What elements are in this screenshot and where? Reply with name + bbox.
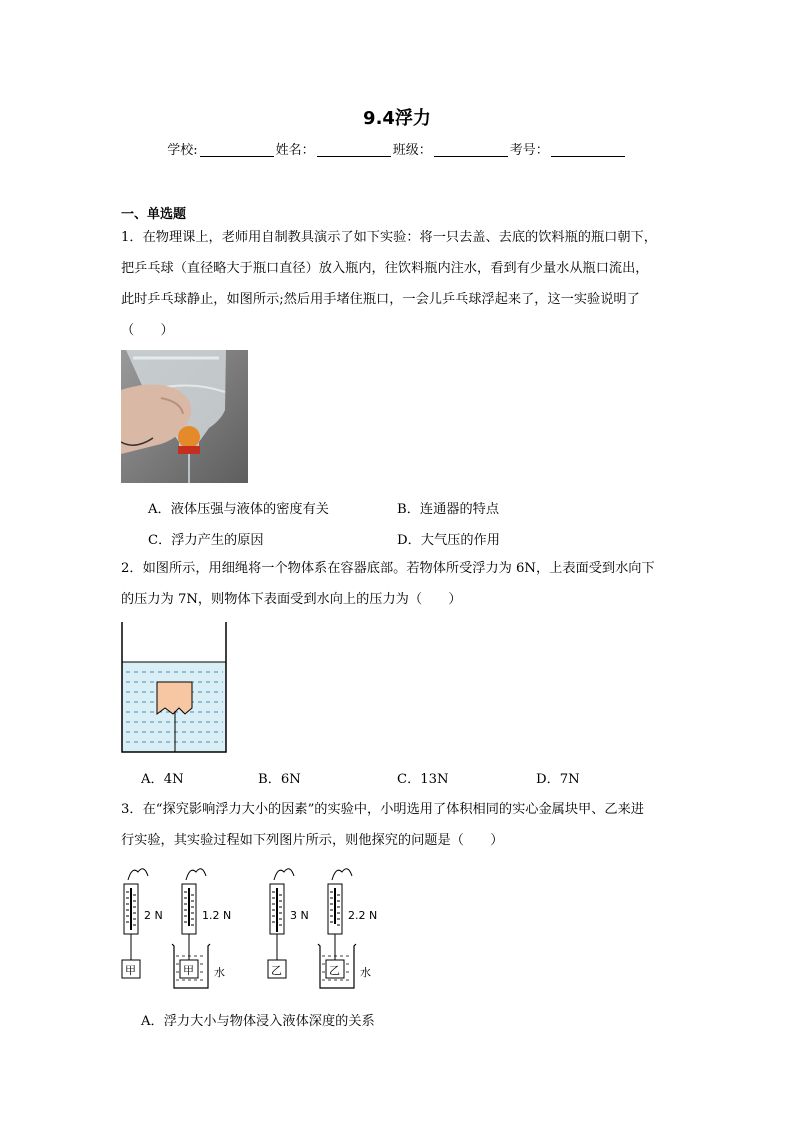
student-info-line xyxy=(0,139,794,158)
q1-option-b[interactable]: B．连通器的特点 xyxy=(397,502,500,517)
liquid-label: 水 xyxy=(214,966,225,979)
spring-scale-experiment-figure xyxy=(112,862,382,994)
q2-option-b[interactable]: B．6N xyxy=(258,772,301,787)
question-2-line: 的压力为 7N，则物体下表面受到水向上的压力为（ ） xyxy=(121,592,462,607)
submerged-block-diagram xyxy=(121,622,231,754)
spring-scale-icon xyxy=(122,869,148,978)
question-3-line: 行实验，其实验过程如下列图片所示，则他探究的问题是（ ） xyxy=(121,833,504,848)
question-3-line: 3．在“探究影响浮力大小的因素”的实验中，小明选用了体积相同的实心金属块甲、乙来进 xyxy=(121,802,644,817)
bottle-experiment-photo xyxy=(121,350,248,483)
q1-option-c[interactable]: C．浮力产生的原因 xyxy=(148,533,264,548)
exam-number-label: 考号： xyxy=(509,143,549,158)
question-1-line: 1．在物理课上，老师用自制教具演示了如下实验：将一只去盖、去底的饮料瓶的瓶口朝下， xyxy=(121,230,657,245)
section-heading: 一、单选题 xyxy=(121,207,187,222)
class-blank[interactable] xyxy=(434,142,508,157)
school-blank[interactable] xyxy=(200,142,274,157)
q2-option-c[interactable]: C．13N xyxy=(397,772,449,787)
question-1-line: 此时乒乓球静止，如图所示;然后用手堵住瓶口，一会儿乒乓球浮起来了，这一实验说明了 xyxy=(121,292,640,307)
question-1 xyxy=(121,222,676,346)
spring-scale-icon xyxy=(268,869,294,978)
question-2 xyxy=(121,553,676,615)
q2-option-a[interactable]: A．4N xyxy=(141,772,184,787)
reading-label: 2.2 N xyxy=(348,909,378,922)
question-1-line: （ ） xyxy=(121,323,174,338)
name-label: 姓名： xyxy=(275,143,315,158)
page-title: 9.4浮力 xyxy=(363,108,431,129)
class-label: 班级： xyxy=(392,143,432,158)
reading-label: 3 N xyxy=(290,909,309,922)
q3-option-a[interactable]: A．浮力大小与物体浸入液体深度的关系 xyxy=(141,1014,375,1029)
q1-option-a[interactable]: A．液体压强与液体的密度有关 xyxy=(148,502,329,517)
question-2-line: 2．如图所示，用细绳将一个物体系在容器底部。若物体所受浮力为 6N，上表面受到水向下 xyxy=(121,561,655,576)
school-label: 学校: xyxy=(167,143,198,158)
block-label: 乙 xyxy=(271,964,282,977)
block-label: 乙 xyxy=(329,964,340,977)
q1-option-d[interactable]: D．大气压的作用 xyxy=(397,533,500,548)
liquid-label: 水 xyxy=(360,966,371,979)
q2-option-d[interactable]: D．7N xyxy=(536,772,580,787)
reading-label: 1.2 N xyxy=(202,909,232,922)
block-label: 甲 xyxy=(125,964,136,977)
question-1-line: 把乒乓球（直径略大于瓶口直径）放入瓶内，往饮料瓶内注水，看到有少量水从瓶口流出， xyxy=(121,261,649,276)
exam-number-blank[interactable] xyxy=(551,142,625,157)
name-blank[interactable] xyxy=(317,142,391,157)
block-label: 甲 xyxy=(183,964,194,977)
question-3 xyxy=(121,794,676,856)
reading-label: 2 N xyxy=(144,909,163,922)
